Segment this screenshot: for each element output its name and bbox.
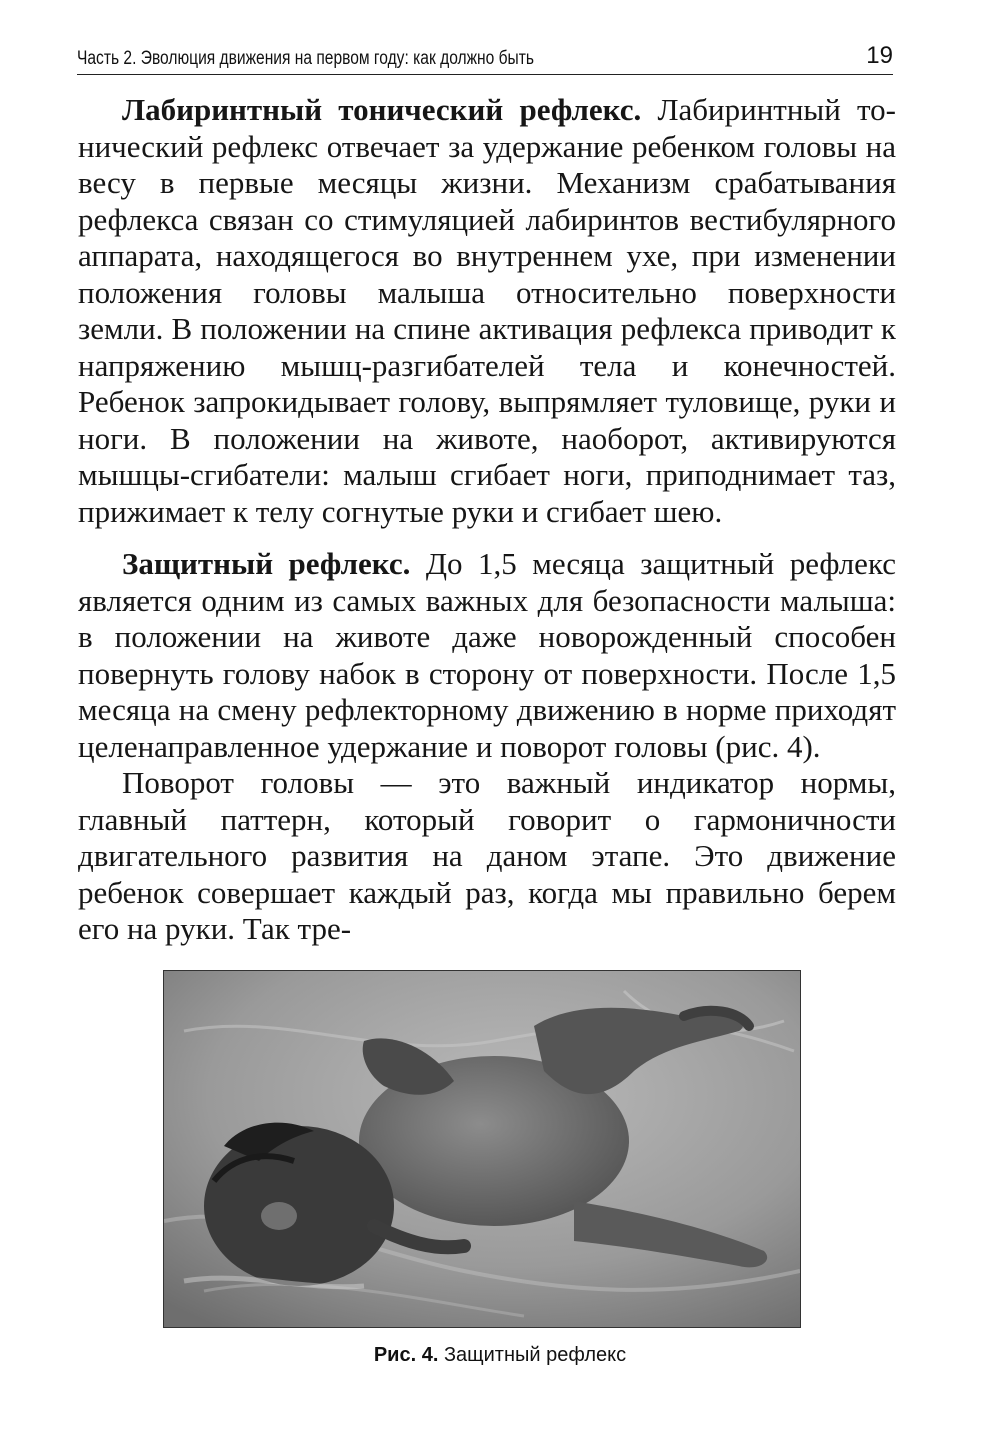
paragraph-lead: Защитный рефлекс. (122, 546, 411, 581)
running-header (77, 42, 893, 75)
body-text (78, 92, 896, 948)
paragraph-protective-reflex (78, 546, 896, 765)
paragraph-lead: Лабиринтный тонический рефлекс. (122, 92, 642, 127)
paragraph-labyrinth-reflex (78, 92, 896, 530)
paragraph-body: Поворот головы — это важный индикатор нормы, главный паттерн, который говорит о гармоничности двигательного развития на даном этапе. Это движение ребенок совершает каждый раз, когда мы правильно берем его на руки. Так тре- (78, 765, 896, 946)
caption-label: Рис. 4. (373, 1344, 439, 1366)
page-number: 19 (866, 42, 893, 69)
caption-title: Защитный рефлекс (443, 1344, 627, 1366)
figure-photo-infant-prone (163, 970, 801, 1328)
figure-caption (0, 1344, 1000, 1367)
paragraph-body: До 1,5 месяца защитный рефлекс является одним из самых важных для безопасности малыша: в положении на животе даже новорожденный способен повернуть голову набок в сторону от поверхности. После 1,5 месяца на смену рефлекторному движению в норме приходят целенаправленное удержание и поворот головы (рис. 4). (78, 546, 896, 764)
running-title: Часть 2. Эволюция движения на первом году: как должно быть (77, 48, 535, 69)
infant-photo-illustration (164, 971, 800, 1327)
paragraph-body: Лабиринтный тонический рефлекс отвечает за удержание ребенком головы на весу в первые месяцы жизни. Механизм срабатывания рефлекса связан со стимуляцией лабиринтов вестибулярного аппарата, находящегося во внутреннем ухе, при изменении положения головы малыша относительно поверхности земли. В положении на спине активация рефлекса приводит к напряжению мышц-разгибателей тела и конечностей. Ребенок запрокидывает голову, выпрямляет туловище, руки и ноги. В положении на животе, наоборот, активируются мышцы-сгибатели: малыш сгибает ноги, приподнимает таз, прижимает к телу согнутые руки и сгибает шею. (78, 92, 896, 529)
infant-head (204, 1126, 394, 1286)
paragraph-head-turn (78, 765, 896, 948)
